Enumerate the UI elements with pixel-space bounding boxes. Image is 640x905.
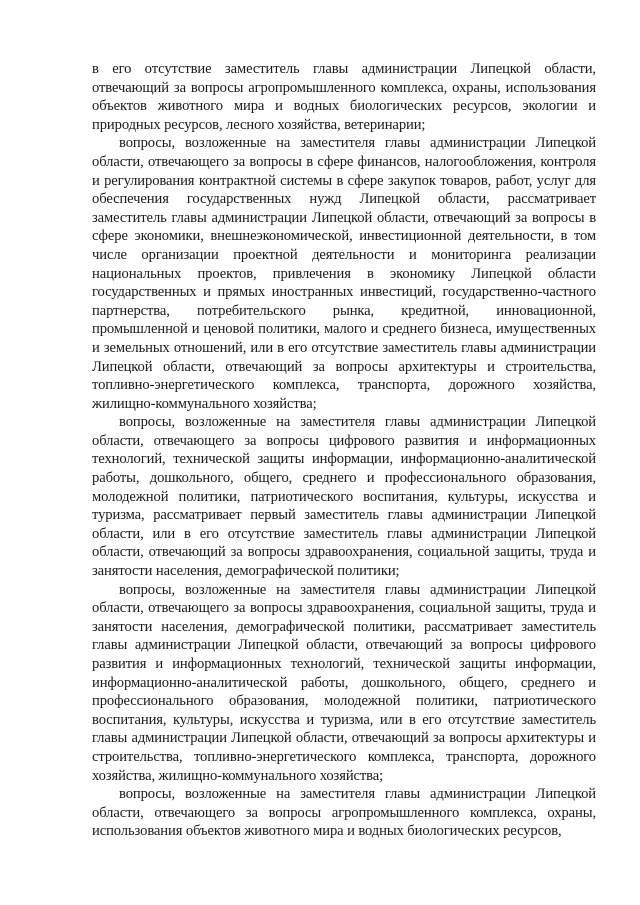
document-page bbox=[92, 60, 596, 841]
paragraph-agro: вопросы, возложенные на заместителя главы администрации Липецкой области, отвечающего за вопросы агропромышленного комплекса, охраны, использования объектов животного мира и водных биологических ресурсов, bbox=[92, 786, 596, 840]
paragraph-continuation: в его отсутствие заместитель главы администрации Липецкой области, отвечающий за вопросы агропромышленного комплекса, охраны, использования объектов животного мира и водных биологических ресурсов, экологии и природных ресурсов, лесного хозяйства, ветеринарии; bbox=[92, 61, 596, 133]
paragraph-finance: вопросы, возложенные на заместителя главы администрации Липецкой области, отвечающего за вопросы в сфере финансов, налогообложения, контроля и регулирования контрактной системы в сфере закупок товаров, работ, услуг для обеспечения государственных нужд Липецкой области, рассматривает заместитель главы администрации Липецкой области, отвечающий за вопросы в сфере экономики, внешнеэкономической, инвестиционной деятельности, в том числе организации проектной деятельности и мониторинга реализации национальных проектов, привлечения в экономику Липецкой области государственных и прямых иностранных инвестиций, государственно-частного партнерства, потребительского рынка, кредитной, инновационной, промышленной и ценовой политики, малого и среднего бизнеса, имущественных и земельных отношений, или в его отсутствие заместитель главы администрации Липецкой области, отвечающий за вопросы архитектуры и строительства, топливно-энергетического комплекса, транспорта, дорожного хозяйства, жилищно-коммунального хозяйства; bbox=[92, 135, 596, 412]
paragraph-health: вопросы, возложенные на заместителя главы администрации Липецкой области, отвечающего за вопросы здравоохранения, социальной защиты, труда и занятости населения, демографической политики, рассматривает заместитель главы администрации Липецкой области, отвечающий за вопросы цифрового развития и информационных технологий, технической защиты информации, информационно-аналитической работы, дошкольного, общего, среднего и профессионального образования, молодежной политики, патриотического воспитания, культуры, искусства и туризма, или в его отсутствие заместитель главы администрации Липецкой области, отвечающий за вопросы архитектуры и строительства, топливно-энергетического комплекса, транспорта, дорожного хозяйства, жилищно-коммунального хозяйства; bbox=[92, 581, 596, 784]
paragraph-digital: вопросы, возложенные на заместителя главы администрации Липецкой области, отвечающего за вопросы цифрового развития и информационных технологий, технической защиты информации, информационно-аналитической работы, дошкольного, общего, среднего и профессионального образования, молодежной политики, патриотического воспитания, культуры, искусства и туризма, рассматривает первый заместитель главы администрации Липецкой области, или в его отсутствие заместитель главы администрации Липецкой области, отвечающий за вопросы здравоохранения, социальной защиты, труда и занятости населения, демографической политики; bbox=[92, 414, 596, 580]
